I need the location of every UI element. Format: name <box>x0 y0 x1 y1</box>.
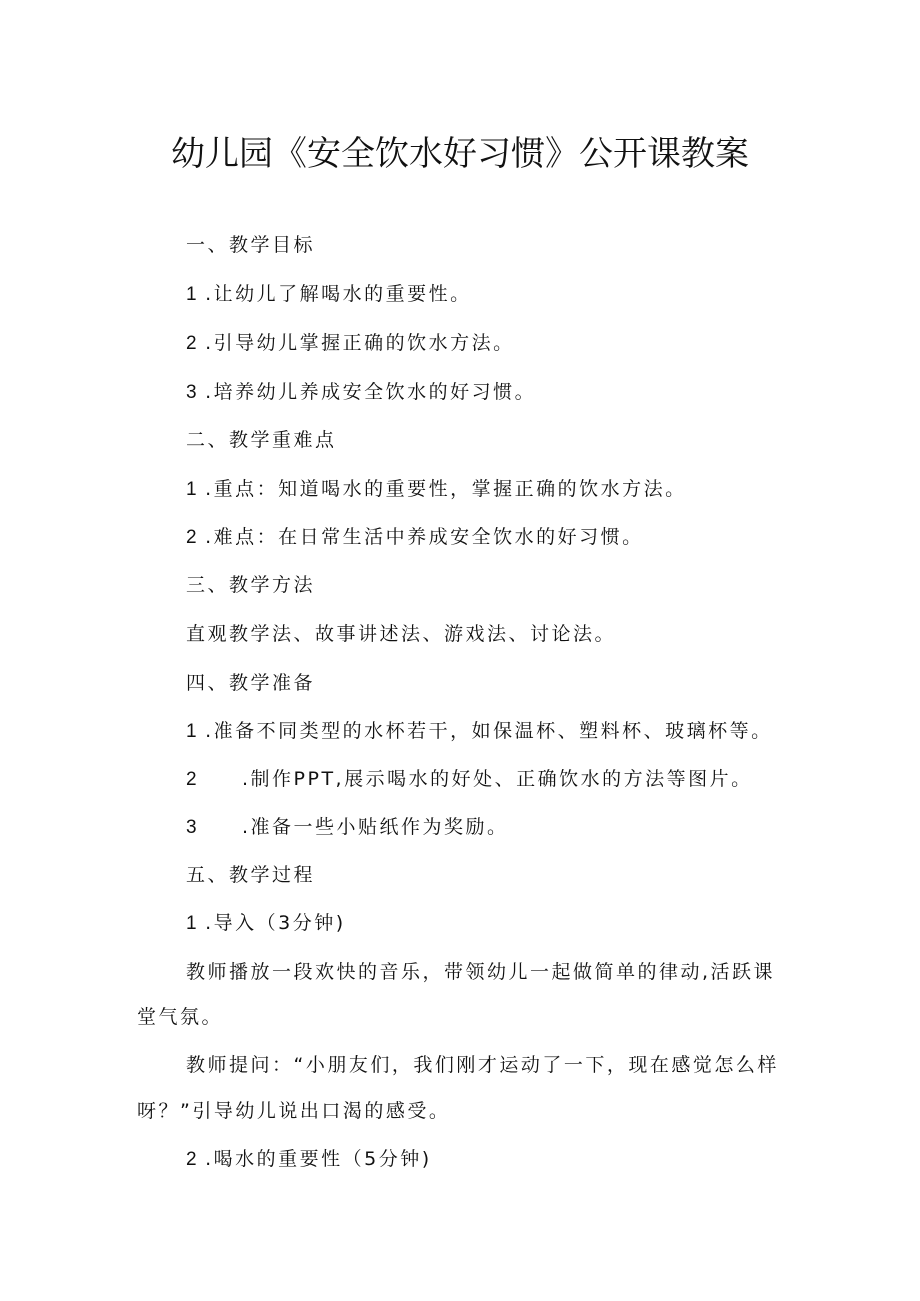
paragraph-line <box>186 957 775 987</box>
list-item <box>186 279 472 310</box>
list-item <box>186 908 346 939</box>
line-text: .导入（3分钟) <box>205 912 346 934</box>
list-item <box>186 764 753 795</box>
list-item <box>186 377 536 408</box>
line-text: .难点：在日常生活中养成安全饮水的好习惯。 <box>205 526 644 548</box>
line-text: .让幼儿了解喝水的重要性。 <box>205 283 472 305</box>
list-item <box>186 522 644 553</box>
line-text: 四、教学准备 <box>186 672 316 694</box>
line-text: .准备一些小贴纸作为奖励。 <box>242 816 509 838</box>
list-number: 1 <box>186 913 197 934</box>
paragraph-line <box>137 1002 223 1032</box>
paragraph-line <box>186 1050 779 1080</box>
list-number: 3 <box>186 382 197 403</box>
list-number: 1 <box>186 479 197 500</box>
line-text: 五、教学过程 <box>186 864 316 886</box>
list-item <box>186 716 773 747</box>
line-text: 直观教学法、故事讲述法、游戏法、讨论法。 <box>186 623 617 645</box>
list-item <box>186 328 515 359</box>
line-text: 一、教学目标 <box>186 234 316 256</box>
list-number: 1 <box>186 721 197 742</box>
line-text: 三、教学方法 <box>186 574 316 596</box>
list-number: 2 <box>186 1149 197 1170</box>
line-text: .重点：知道喝水的重要性，掌握正确的饮水方法。 <box>205 478 687 500</box>
section-heading-4 <box>186 668 315 698</box>
line-text: .制作PPT,展示喝水的好处、正确饮水的方法等图片。 <box>242 768 753 790</box>
line-text: 堂气氛。 <box>137 1006 224 1028</box>
section-heading-5 <box>186 860 315 890</box>
line-text: 二、教学重难点 <box>186 429 337 451</box>
line-text: 教师播放一段欢快的音乐，带领幼儿一起做简单的律动,活跃课 <box>186 961 776 983</box>
section-heading-3 <box>186 570 315 600</box>
paragraph-line <box>137 1096 450 1126</box>
line-text: 呀？”引导幼儿说出口渴的感受。 <box>137 1100 451 1122</box>
document-title: 幼儿园《安全饮水好习惯》公开课教案 <box>171 134 749 174</box>
list-item <box>186 1144 432 1175</box>
paragraph <box>186 619 616 649</box>
list-number: 2 <box>186 527 197 548</box>
section-heading-1 <box>186 230 315 260</box>
list-number: 1 <box>186 284 197 305</box>
list-item <box>186 812 509 843</box>
line-text: 教师提问：“小朋友们，我们刚才运动了一下，现在感觉怎么样 <box>186 1054 779 1076</box>
list-number: 3 <box>186 817 197 838</box>
line-text: .培养幼儿养成安全饮水的好习惯。 <box>205 381 537 403</box>
list-number: 2 <box>186 769 197 790</box>
line-text: .引导幼儿掌握正确的饮水方法。 <box>205 332 515 354</box>
list-number: 2 <box>186 333 197 354</box>
line-text: .喝水的重要性（5分钟) <box>205 1148 432 1170</box>
line-text: .准备不同类型的水杯若干，如保温杯、塑料杯、玻璃杯等。 <box>205 720 773 742</box>
section-heading-2 <box>186 425 337 455</box>
list-item <box>186 474 687 505</box>
